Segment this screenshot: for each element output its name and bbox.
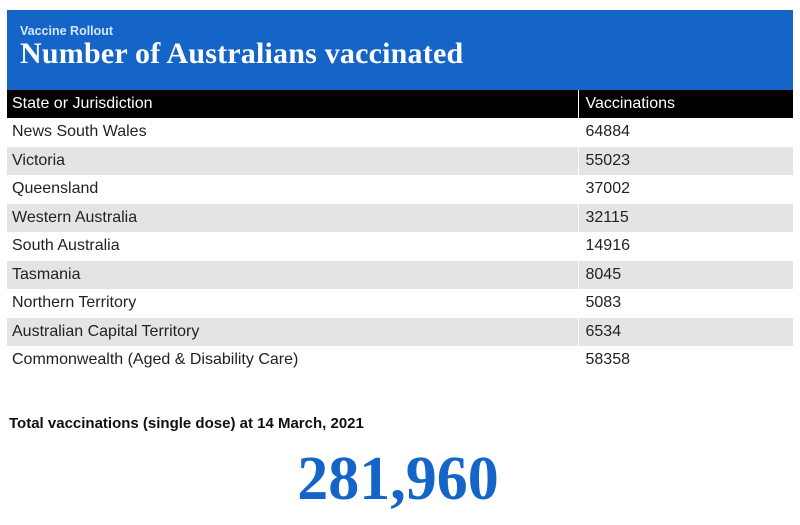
jurisdiction-cell: Australian Capital Territory <box>7 318 578 347</box>
total-value-wrapper <box>0 445 800 513</box>
jurisdiction-cell: Queensland <box>12 180 99 198</box>
jurisdiction-cell: Victoria <box>7 147 578 176</box>
jurisdiction-cell: News South Wales <box>12 123 147 141</box>
vaccinations-cell: 8045 <box>578 261 793 290</box>
jurisdiction-cell: Commonwealth (Aged & Disability Care) <box>12 351 299 369</box>
table-row <box>7 204 793 233</box>
table-row <box>7 118 793 147</box>
vaccinations-cell: 32115 <box>578 204 793 233</box>
table-row <box>7 147 793 176</box>
vaccinations-table <box>7 90 793 375</box>
total-value: 281,960 <box>297 445 499 513</box>
vaccinations-cell: 58358 <box>578 346 793 375</box>
jurisdiction-cell: Tasmania <box>7 261 578 290</box>
column-header-vaccinations[interactable]: Vaccinations <box>578 90 793 118</box>
column-header-jurisdiction[interactable]: State or Jurisdiction <box>7 90 578 118</box>
vaccinations-cell: 64884 <box>578 118 793 147</box>
vaccinations-cell: 5083 <box>578 289 793 318</box>
table-header-row <box>7 90 793 118</box>
header-banner <box>7 10 793 90</box>
total-label: Total vaccinations (single dose) at 14 March, 2021 <box>9 415 364 432</box>
page-title: Number of Australians vaccinated <box>20 37 464 70</box>
table-row <box>7 175 793 204</box>
table-row <box>7 289 793 318</box>
table-row <box>7 232 793 261</box>
table-row <box>7 318 793 347</box>
jurisdiction-cell: Northern Territory <box>12 294 137 312</box>
vaccinations-cell: 55023 <box>578 147 793 176</box>
vaccinations-cell: 6534 <box>578 318 793 347</box>
vaccinations-cell: 37002 <box>578 175 793 204</box>
kicker-label: Vaccine Rollout <box>20 24 114 38</box>
jurisdiction-cell: Western Australia <box>7 204 578 233</box>
vaccinations-cell: 14916 <box>578 232 793 261</box>
jurisdiction-cell: South Australia <box>12 237 120 255</box>
table-row <box>7 346 793 375</box>
table-row <box>7 261 793 290</box>
